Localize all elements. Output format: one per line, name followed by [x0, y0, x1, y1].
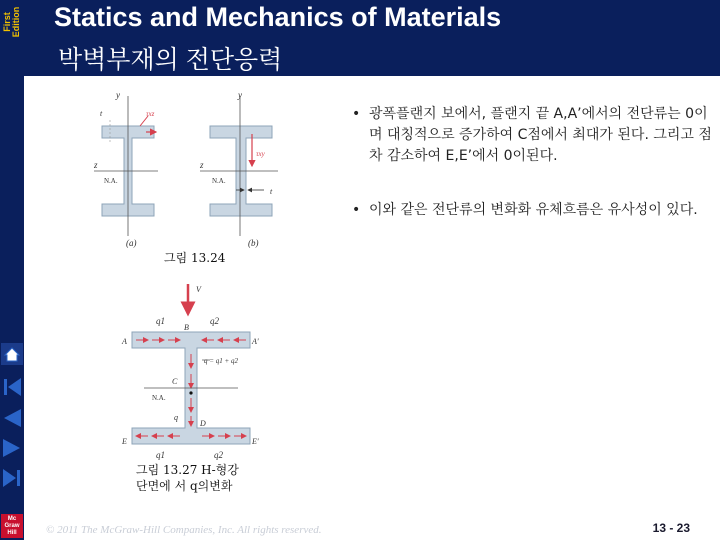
section-b	[199, 90, 278, 248]
page-number: 13 - 23	[652, 521, 690, 535]
figure-13-27	[118, 280, 266, 462]
figure-13-24	[88, 86, 294, 254]
figure-13-27-caption-line1: 그림 13.27 H-형강	[136, 463, 239, 477]
b-sublabel: (b)	[248, 238, 259, 248]
figure-13-27-caption	[136, 462, 239, 494]
label-V: V	[196, 285, 201, 294]
label-C: C	[172, 377, 178, 386]
a-sublabel: (a)	[126, 238, 137, 248]
figure-13-27-caption-line2: 단면에 서 q의변화	[136, 479, 233, 493]
section-a	[93, 90, 158, 248]
bullet-marker: •	[352, 106, 361, 122]
first-slide-icon[interactable]	[1, 376, 23, 398]
label-q2-top: q2	[210, 316, 219, 326]
label-E-prime: E′	[252, 437, 259, 446]
a-axis-y: y	[116, 90, 120, 100]
a-neutral-axis: N.A.	[104, 177, 118, 185]
publisher-logo: Mc Graw Hill	[1, 514, 23, 538]
label-neutral-axis: N.A.	[152, 394, 166, 402]
b-neutral-axis: N.A.	[212, 177, 226, 185]
label-q-web: q	[174, 413, 178, 422]
bullet-item	[352, 104, 712, 167]
sidebar	[0, 0, 24, 540]
figure-13-24-caption: 그림 13.24	[164, 251, 226, 265]
label-q1-top: q1	[156, 316, 165, 326]
label-q-sum: q = q1 + q2	[204, 357, 238, 365]
slide-title: Statics and Mechanics of Materials	[54, 2, 502, 32]
label-B: B	[184, 323, 189, 332]
edition-badge	[0, 0, 24, 46]
label-E: E	[122, 437, 127, 446]
label-A-prime: A′	[252, 337, 259, 346]
bullet-text-1: 광폭플랜지 보에서, 플랜지 끝 A,A’에서의 전단류는 0이며 대칭적으로 증가하여 C점에서 최대가 된다. 그리고 점차 감소하여 E,E’에서 0이된다.	[369, 106, 712, 164]
a-thickness: t	[100, 109, 103, 118]
next-slide-icon[interactable]	[1, 437, 23, 459]
label-D: D	[200, 419, 206, 428]
label-q1-bottom: q1	[156, 450, 165, 460]
edition-label: First Edition	[2, 6, 21, 38]
label-A: A	[122, 337, 127, 346]
slide-header	[24, 0, 720, 76]
a-axis-z: z	[94, 160, 98, 170]
bullet-text-2: 이와 같은 전단류의 변화화 유체흐름은 유사성이 있다.	[369, 202, 698, 218]
home-icon[interactable]	[1, 343, 23, 365]
last-slide-icon[interactable]	[1, 467, 23, 489]
bullet-marker: •	[352, 202, 361, 218]
a-shear-stress: τxz	[146, 110, 155, 118]
copyright-footer: © 2011 The McGraw-Hill Companies, Inc. All rights reserved.	[46, 524, 322, 536]
b-axis-y: y	[238, 90, 242, 100]
bullet-item	[352, 200, 712, 221]
b-thickness: t	[270, 187, 273, 196]
bullet-list	[352, 104, 712, 221]
slide-subtitle: 박벽부재의 전단응력	[58, 46, 283, 74]
b-shear-stress: τxy	[256, 150, 265, 158]
b-axis-z: z	[200, 160, 204, 170]
prev-slide-icon[interactable]	[1, 407, 23, 429]
label-q2-bottom: q2	[214, 450, 223, 460]
